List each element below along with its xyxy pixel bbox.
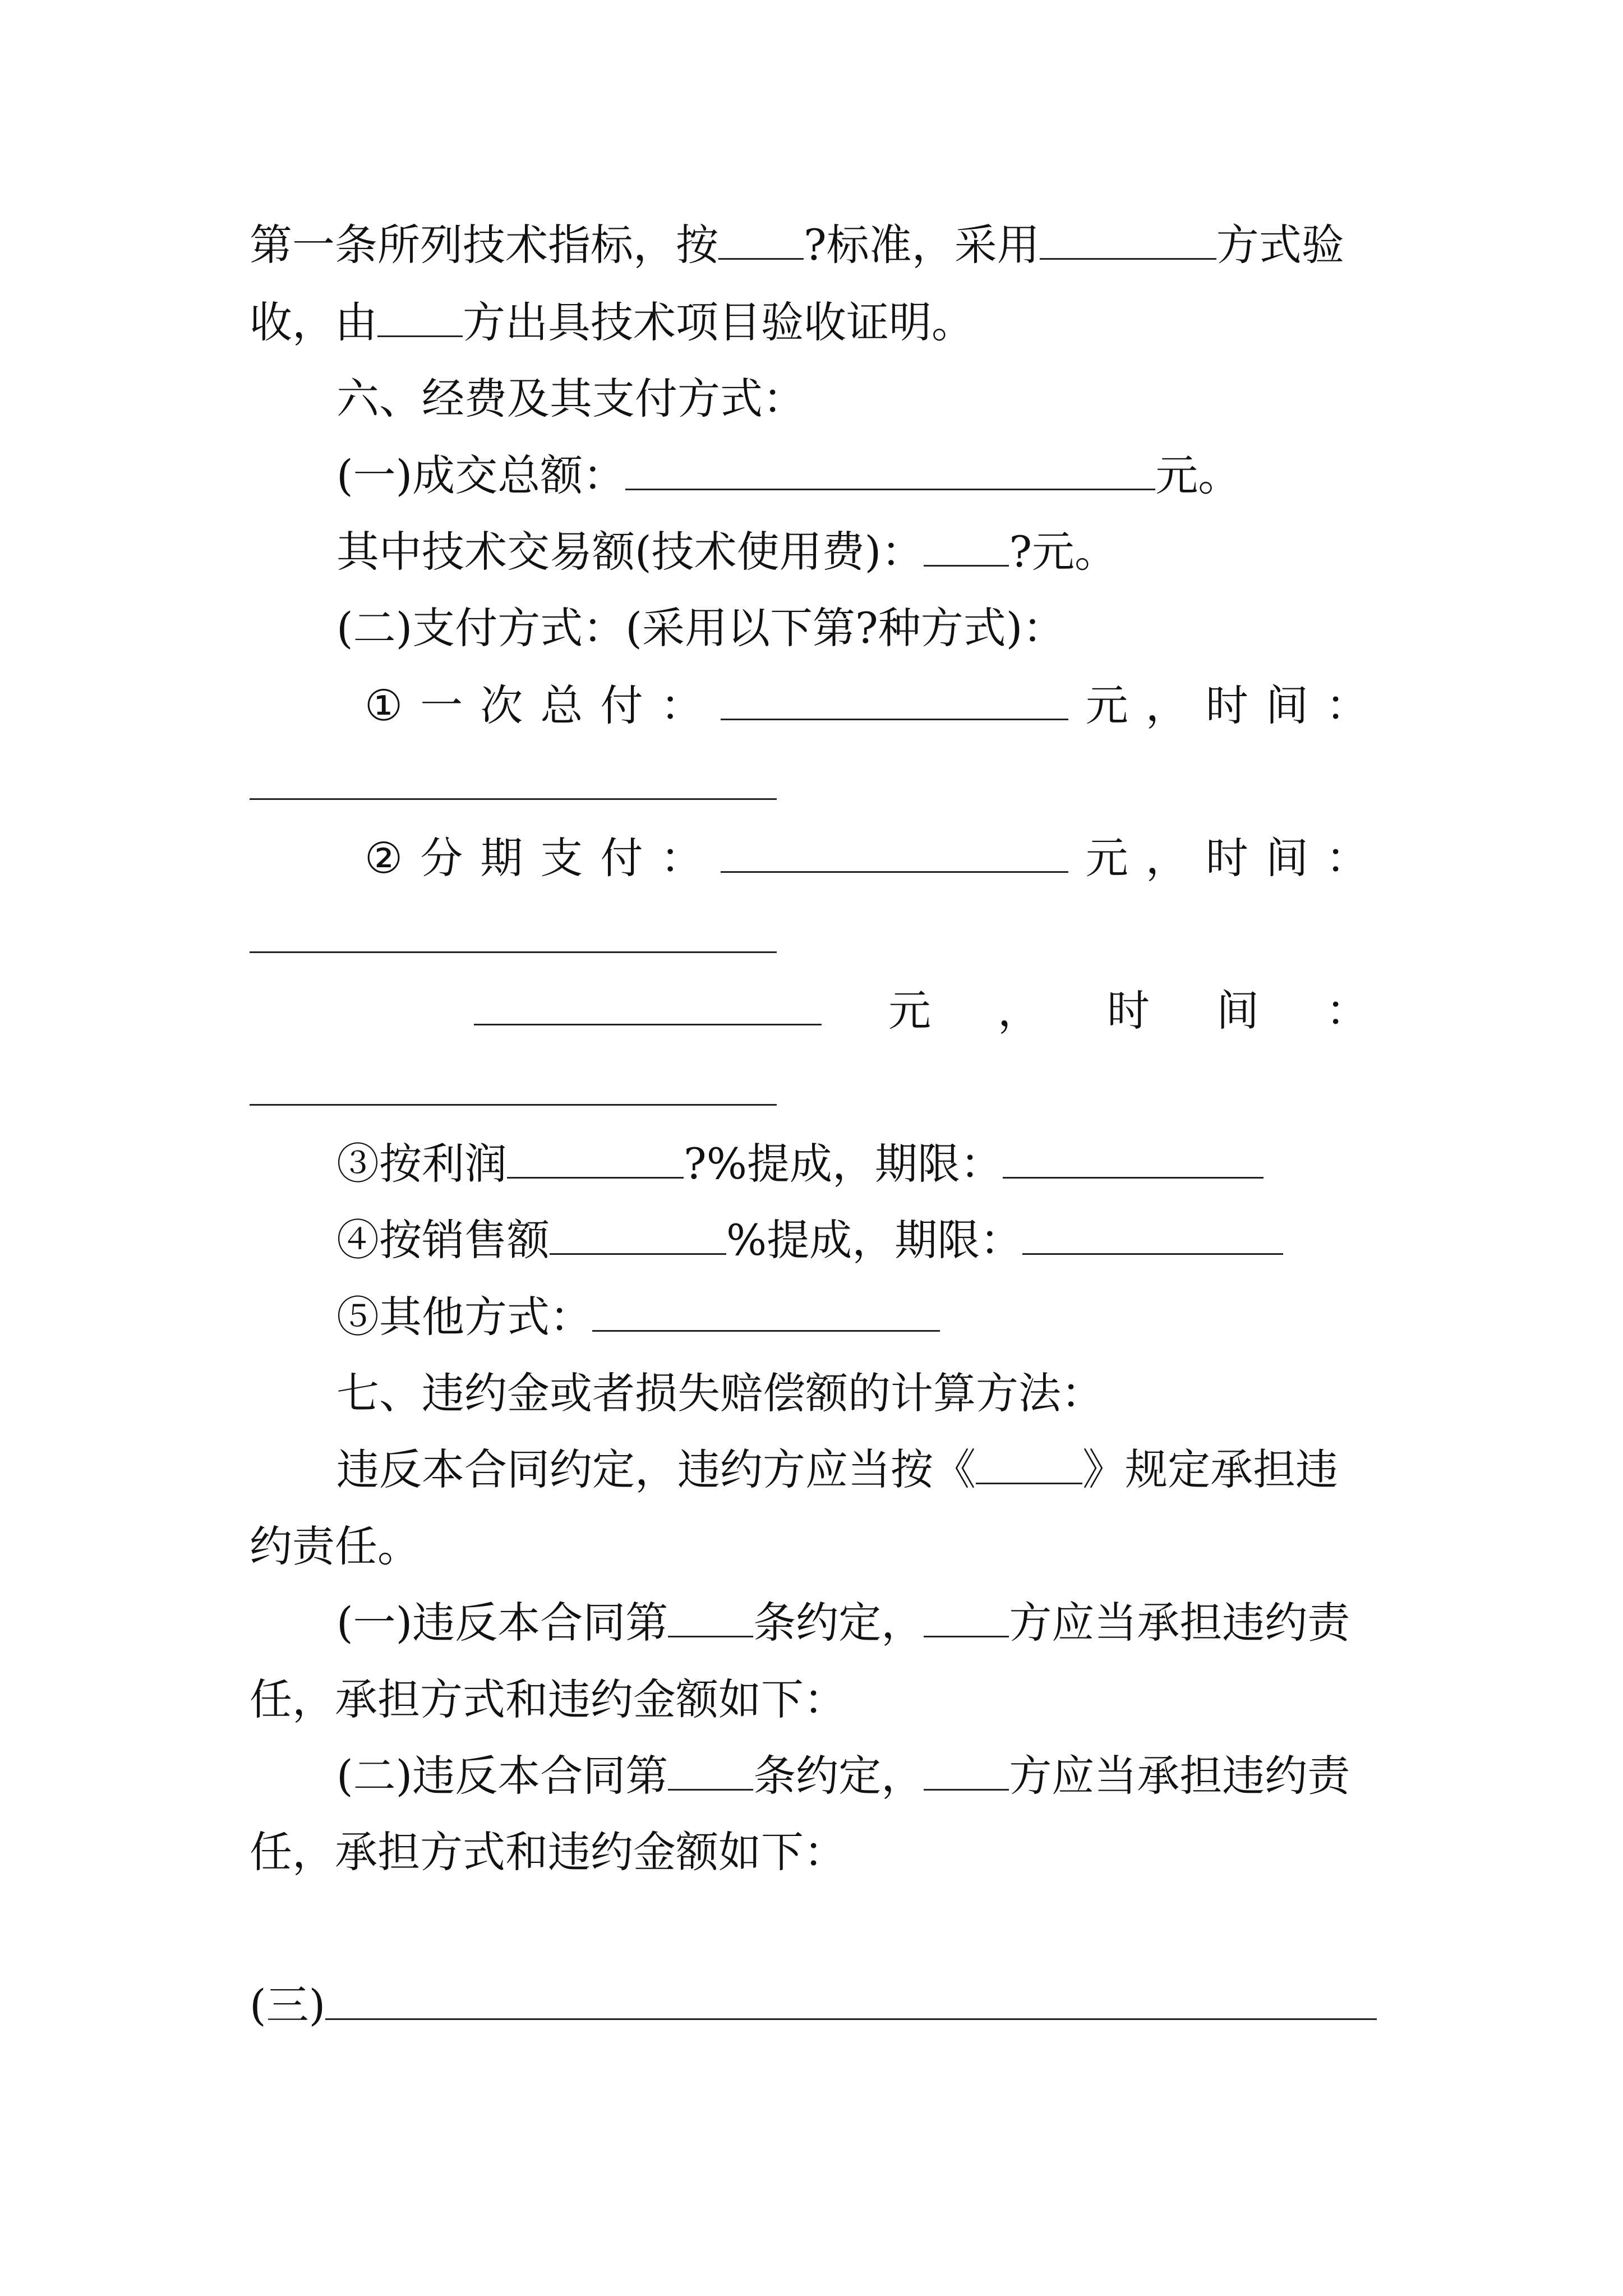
text-line xyxy=(336,1595,1350,1651)
text-line xyxy=(336,1136,1264,1192)
char: 时 xyxy=(1107,986,1150,1036)
text-segment: 违反本合同约定，违约方应当按《 xyxy=(336,1444,976,1494)
char: ： xyxy=(660,833,703,883)
text-line: 约责任。 xyxy=(250,1521,420,1571)
blank-field[interactable] xyxy=(550,1215,726,1255)
text-segment: ④按销售额 xyxy=(336,1215,550,1265)
blank-field[interactable] xyxy=(924,1598,1009,1637)
text-segment: ?标准，采用 xyxy=(804,220,1040,270)
text-line xyxy=(250,217,1344,273)
blank-field[interactable] xyxy=(250,951,777,953)
char: 次 xyxy=(480,680,523,730)
text-segment: 条约定， xyxy=(753,1598,924,1648)
blank-field[interactable] xyxy=(721,833,1068,873)
blank-field[interactable] xyxy=(924,527,1009,567)
char: ： xyxy=(1326,680,1368,730)
char: ， xyxy=(1145,680,1188,730)
text-segment: 方出具技术项目验收证明。 xyxy=(463,297,974,347)
text-segment: (二)违反本合同第 xyxy=(336,1751,668,1801)
text-segment: 方式验 xyxy=(1216,220,1344,270)
text-segment: (三) xyxy=(250,1980,326,2030)
char: 期 xyxy=(480,833,523,883)
text-line xyxy=(336,1289,940,1345)
text-line: (二)支付方式：(采用以下第?种方式)： xyxy=(336,603,1066,653)
text-line xyxy=(250,1977,1377,2033)
blank-field[interactable] xyxy=(377,297,463,337)
text-segment: 》规定承担违 xyxy=(1082,1444,1338,1494)
blank-field[interactable] xyxy=(250,1104,777,1106)
text-segment: %提成，期限： xyxy=(726,1215,1023,1265)
text-line xyxy=(336,448,1241,504)
blank-field[interactable] xyxy=(325,1980,1377,2020)
char: ① xyxy=(365,680,403,730)
option-line xyxy=(474,983,1368,1039)
blank-field[interactable] xyxy=(668,1598,753,1637)
text-segment: (一)违反本合同第 xyxy=(336,1598,668,1648)
blank-field[interactable] xyxy=(718,220,804,260)
section-heading: 七、违约金或者损失赔偿额的计算方法： xyxy=(336,1368,1104,1418)
blank-field[interactable] xyxy=(721,680,1068,720)
text-line xyxy=(250,295,974,351)
char: 总 xyxy=(540,680,583,730)
text-segment: 方应当承担违约责 xyxy=(1009,1598,1350,1648)
text-segment: 其中技术交易额(技术使用费)： xyxy=(336,527,924,577)
blank-field[interactable] xyxy=(668,1751,753,1791)
text-line: 任，承担方式和违约金额如下： xyxy=(250,1674,846,1724)
char: ： xyxy=(1326,986,1368,1036)
text-segment: ③按利润 xyxy=(336,1139,507,1189)
char: 间 xyxy=(1265,833,1308,883)
text-segment: ?%提成，期限： xyxy=(684,1139,1003,1189)
blank-field[interactable] xyxy=(507,1139,684,1179)
char: 一 xyxy=(420,680,463,730)
char: 时 xyxy=(1205,833,1248,883)
text-segment: 第一条所列技术指标，按 xyxy=(250,220,718,270)
blank-field[interactable] xyxy=(1022,1215,1283,1255)
char: 付 xyxy=(600,680,643,730)
section-heading: 六、经费及其支付方式： xyxy=(336,374,805,424)
blank-field[interactable] xyxy=(250,798,777,800)
char: ： xyxy=(1326,833,1368,883)
blank-field[interactable] xyxy=(474,986,822,1025)
blank-field[interactable] xyxy=(1003,1139,1264,1179)
char: ② xyxy=(365,833,403,883)
char: 时 xyxy=(1205,680,1248,730)
char: ， xyxy=(998,986,1040,1036)
text-segment: ?元。 xyxy=(1009,527,1118,577)
text-line xyxy=(336,1748,1350,1804)
char: 分 xyxy=(420,833,463,883)
blank-field[interactable] xyxy=(976,1444,1082,1484)
char: 元 xyxy=(1085,833,1128,883)
text-segment: 方应当承担违约责 xyxy=(1009,1751,1350,1801)
char: ， xyxy=(1145,833,1188,883)
text-line xyxy=(336,524,1117,580)
text-segment: (一)成交总额： xyxy=(336,450,626,500)
text-line xyxy=(336,1442,1338,1498)
text-segment: 元。 xyxy=(1155,450,1241,500)
char: 间 xyxy=(1216,986,1259,1036)
char: 付 xyxy=(600,833,643,883)
blank-field[interactable] xyxy=(1040,220,1216,260)
text-segment: 条约定， xyxy=(753,1751,924,1801)
option-line xyxy=(365,678,1368,734)
char: 元 xyxy=(1085,680,1128,730)
char: 间 xyxy=(1265,680,1308,730)
blank-field[interactable] xyxy=(592,1292,940,1332)
option-line xyxy=(365,830,1368,886)
char: ： xyxy=(660,680,703,730)
text-segment: ⑤其他方式： xyxy=(336,1292,592,1342)
text-segment: 收，由 xyxy=(250,297,377,347)
text-line xyxy=(336,1212,1283,1268)
char: 支 xyxy=(540,833,583,883)
char: 元 xyxy=(888,986,931,1036)
blank-field[interactable] xyxy=(924,1751,1009,1791)
text-line: 任，承担方式和违约金额如下： xyxy=(250,1827,846,1877)
blank-field[interactable] xyxy=(625,450,1155,490)
